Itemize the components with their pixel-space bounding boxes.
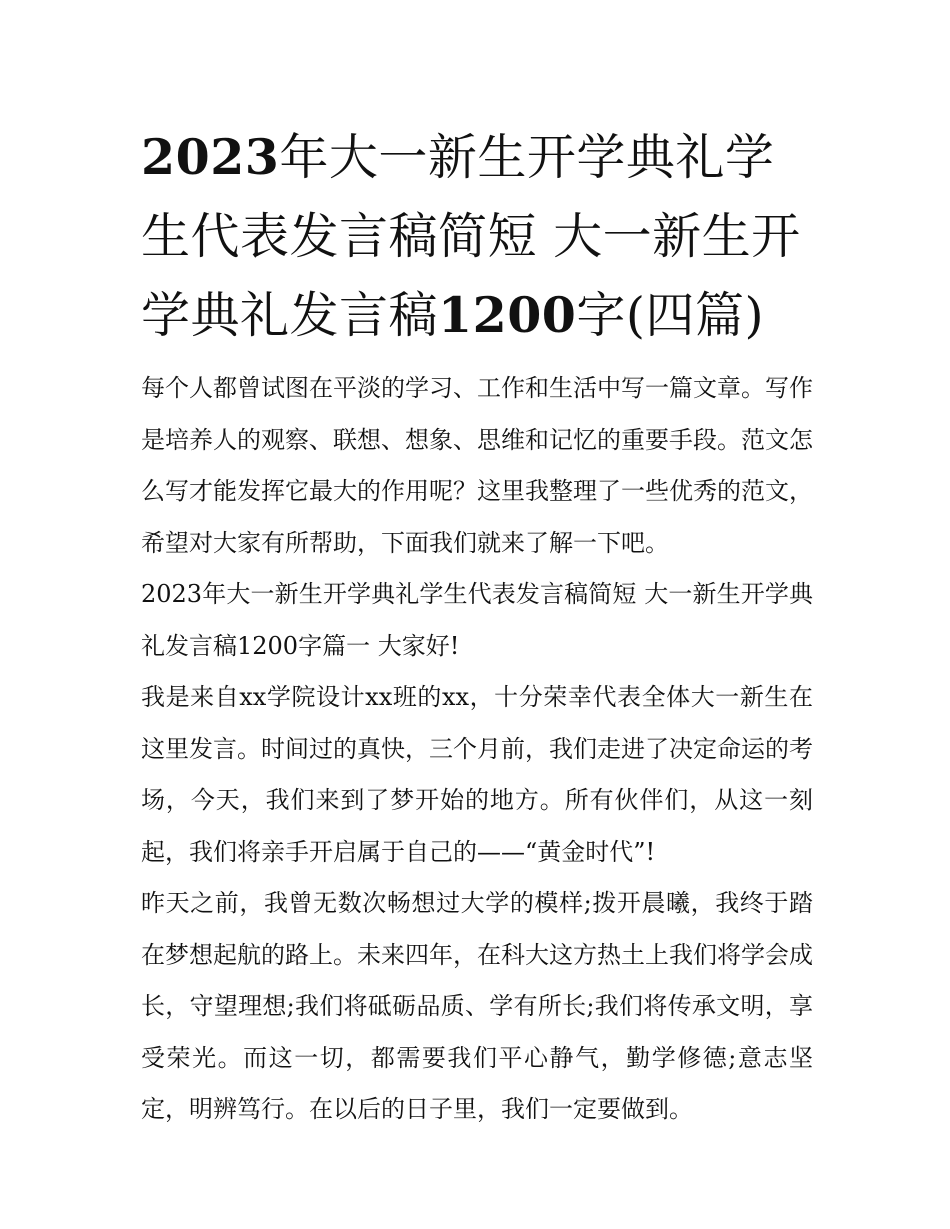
body-paragraph-2: 昨天之前，我曾无数次畅想过大学的模样;拨开晨曦，我终于踏在梦想起航的路上。未来四年，在科大这方热土上我们将学会成长，守望理想;我们将砥砺品质、学有所长;我们将传承文明，享受荣光。而这一切，都需要我们平心静气，勤学修德;意志坚定，明辨笃行。在以后的日子里，我们一定要做到。 <box>141 889 813 1123</box>
document-page <box>141 118 813 1136</box>
intro-paragraph: 每个人都曾试图在平淡的学习、工作和生活中写一篇文章。写作是培养人的观察、联想、想象、思维和记忆的重要手段。范文怎么写才能发挥它最大的作用呢？这里我整理了一些优秀的范文，希望对大家有所帮助，下面我们就来了解一下吧。 <box>141 374 813 557</box>
document-title <box>141 118 813 355</box>
section-heading-paragraph: 2023年大一新生开学典礼学生代表发言稿简短 大一新生开学典礼发言稿1200字篇一 大家好! <box>141 580 813 660</box>
title-text-2: 字(四篇) <box>576 287 765 344</box>
title-text-1: 年大一新生开学典礼学生代表发言稿简短 大一新生开学典礼发言稿 <box>141 129 801 344</box>
title-year: 2023 <box>141 128 280 186</box>
title-count: 1200 <box>438 286 577 344</box>
body-paragraph-1: 我是来自xx学院设计xx班的xx，十分荣幸代表全体大一新生在这里发言。时间过的真快，三个月前，我们走进了决定命运的考场，今天，我们来到了梦开始的地方。所有伙伴们，从这一刻起，我们将亲手开启属于自己的——“黄金时代”! <box>141 683 813 866</box>
